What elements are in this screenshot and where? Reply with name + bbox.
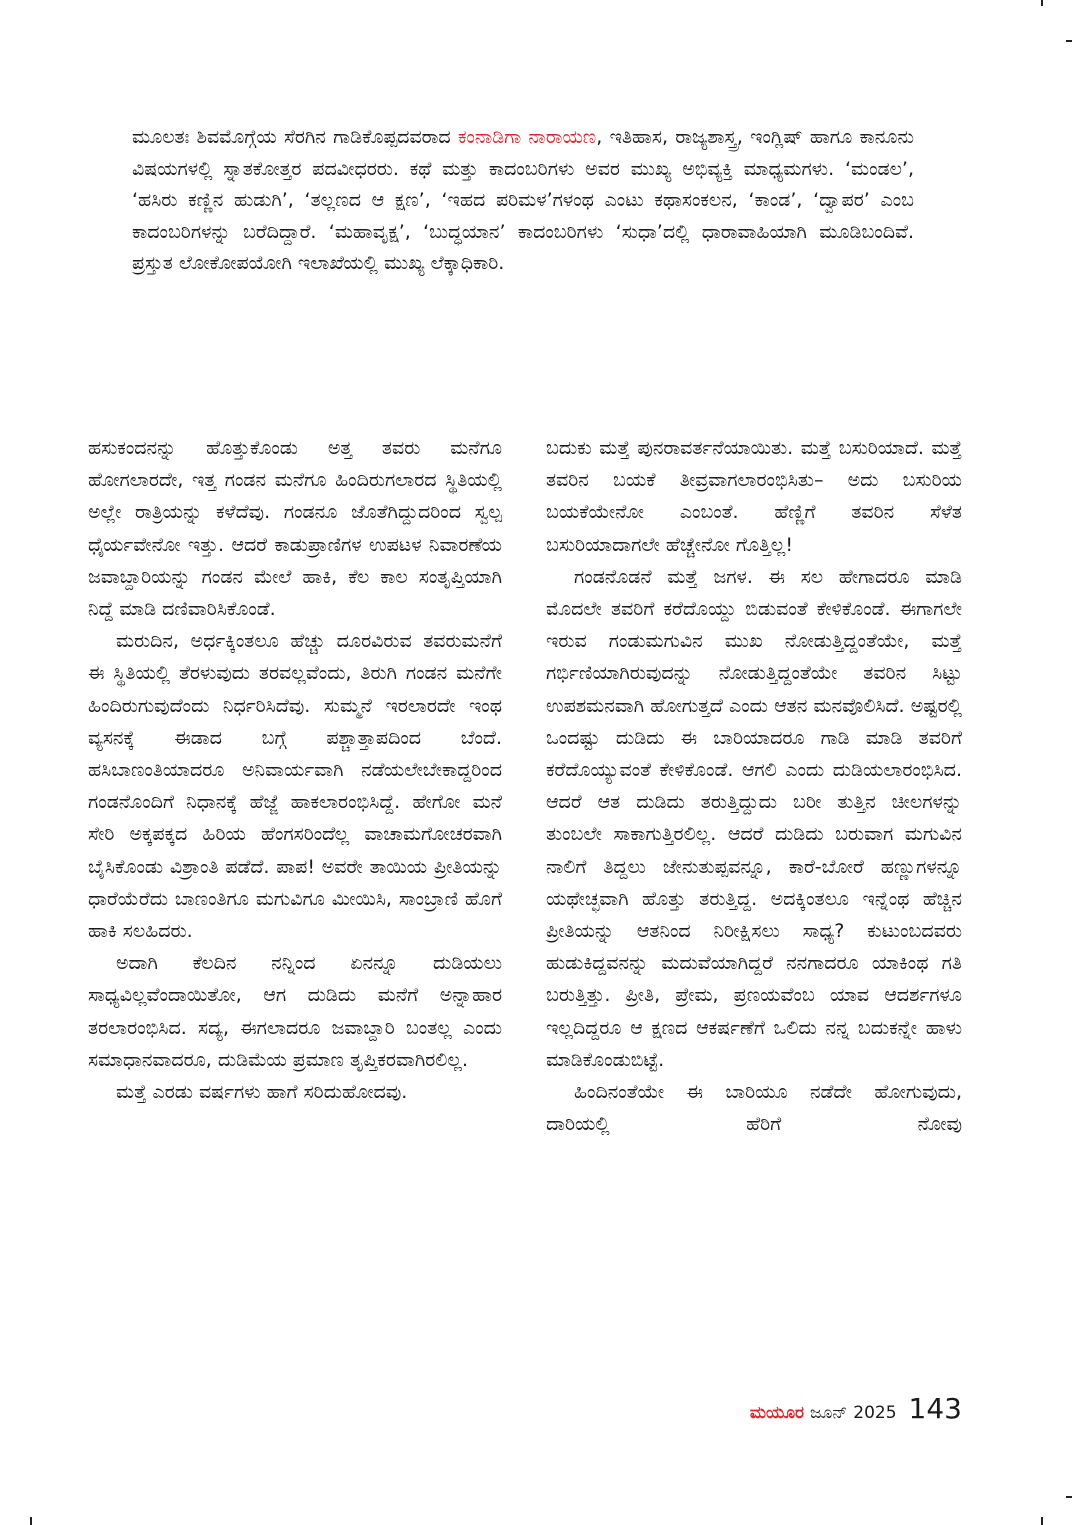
paragraph: ಮತ್ತೆ ಎರಡು ವರ್ಷಗಳು ಹಾಗೆ ಸರಿದುಹೋದವು. [116, 1081, 408, 1104]
issue-year: 2025 [853, 1403, 897, 1423]
right-column [546, 432, 962, 1140]
paragraph: ಹಸುಕಂದನನ್ನು ಹೊತ್ತುಕೊಂಡು ಅತ್ತ ತವರು ಮನೆಗೂ ಹೋಗಲಾರದೇ, ಇತ್ತ ಗಂಡನ ಮನೆಗೂ ಹಿಂದಿರುಗಲಾರದ ಸ್ಥಿತಿಯಲ್ಲಿ ಅಲ್ಲೇ ರಾತ್ರಿಯನ್ನು ಕಳೆದೆವು. ಗಂಡನೂ ಜೊತೆಗಿದ್ದುದರಿಂದ ಸ್ವಲ್ಪ ಧೈರ್ಯವೇನೋ ಇತ್ತು. ಆದರೆ ಕಾಡುಪ್ರಾಣಿಗಳ ಉಪಟಳ ನಿವಾರಣೆಯ ಜವಾಬ್ದಾರಿಯನ್ನು ಗಂಡನ ಮೇಲೆ ಹಾಕಿ, ಕೆಲ ಕಾಲ ಸಂತೃಪ್ತಿಯಾಗಿ ನಿದ್ದೆ ಮಾಡಿ ದಣಿವಾರಿಸಿಕೊಂಡೆ. [88, 437, 502, 621]
crop-mark-right-bottom [1066, 1496, 1072, 1498]
crop-mark-bottom-left [30, 1517, 32, 1525]
paragraph: ಹಿಂದಿನಂತೆಯೇ ಈ ಬಾರಿಯೂ ನಡೆದೇ ಹೋಗುವುದು, ದಾರಿಯಲ್ಲಿ ಹೆರಿಗೆ ನೋವು [546, 1081, 962, 1136]
paragraph: ಗಂಡನೊಡನೆ ಮತ್ತೆ ಜಗಳ. ಈ ಸಲ ಹೇಗಾದರೂ ಮಾಡಿ ಮೊದಲೇ ತವರಿಗೆ ಕರೆದೊಯ್ದು ಬಿಡುವಂತೆ ಕೇಳಿಕೊಂಡೆ. ಈಗಾಗಲೇ ಇರುವ ಗಂಡುಮಗುವಿನ ಮುಖ ನೋಡುತ್ತಿದ್ದಂತೆಯೇ, ಮತ್ತೆ ಗರ್ಭಿಣಿಯಾಗಿರುವುದನ್ನು ನೋಡುತ್ತಿದ್ದಂತೆಯೇ ತವರಿನ ಸಿಟ್ಟು ಉಪಶಮನವಾಗಿ ಹೋಗುತ್ತದೆ ಎಂದು ಆತನ ಮನವೊಲಿಸಿದೆ. ಅಷ್ಟರಲ್ಲಿ ಒಂದಷ್ಟು ದುಡಿದು ಈ ಬಾರಿಯಾದರೂ ಗಾಡಿ ಮಾಡಿ ತವರಿಗೆ ಕರೆದೊಯ್ಯುವಂತೆ ಕೇಳಿಕೊಂಡೆ. ಆಗಲಿ ಎಂದು ದುಡಿಯಲಾರಂಭಿಸಿದ. ಆದರೆ ಆತ ದುಡಿದು ತರುತ್ತಿದ್ದುದು ಬರೀ ತುತ್ತಿನ ಚೀಲಗಳನ್ನು ತುಂಬಲೇ ಸಾಕಾಗುತ್ತಿರಲಿಲ್ಲ. ಆದರೆ ದುಡಿದು ಬರುವಾಗ ಮಗುವಿನ ನಾಲಿಗೆ ತಿದ್ದಲು ಜೇನುತುಪ್ಪವನ್ನೂ, ಕಾರೆ-ಬೋರೆ ಹಣ್ಣುಗಳನ್ನೂ ಯಥೇಚ್ಛವಾಗಿ ಹೊತ್ತು ತರುತ್ತಿದ್ದ. ಅದಕ್ಕಿಂತಲೂ ಇನ್ನೆಂಥ ಹೆಚ್ಚಿನ ಪ್ರೀತಿಯನ್ನು ಆತನಿಂದ ನಿರೀಕ್ಷಿಸಲು ಸಾಧ್ಯ? ಕುಟುಂಬದವರು ಹುಡುಕಿದ್ದವನನ್ನು ಮದುವೆಯಾಗಿದ್ದರೆ ನನಗಾದರೂ ಯಾಕಿಂಥ ಗತಿ ಬರುತ್ತಿತ್ತು. ಪ್ರೀತಿ, ಪ್ರೇಮ, ಪ್ರಣಯವೆಂಬ ಯಾವ ಆದರ್ಶಗಳೂ ಇಲ್ಲದಿದ್ದರೂ ಆ ಕ್ಷಣದ ಆಕರ್ಷಣೆಗೆ ಒಲಿದು ನನ್ನ ಬದುಕನ್ನೇ ಹಾಳು ಮಾಡಿಕೊಂಡುಬಿಟ್ಟೆ. [546, 565, 962, 1071]
bio-text-before: ಮೂಲತಃ ಶಿವಮೊಗ್ಗೆಯ ಸೆರಗಿನ ಗಾಡಿಕೊಪ್ಪದವರಾದ [132, 126, 458, 148]
bio-text-after: , ಇತಿಹಾಸ, ರಾಜ್ಯಶಾಸ್ತ್ರ, ಇಂಗ್ಲಿಷ್ ಹಾಗೂ ಕಾನೂನು ವಿಷಯಗಳಲ್ಲಿ ಸ್ನಾತಕೋತ್ತರ ಪದವೀಧರರು. ಕಥೆ ಮತ್ತು ಕಾದಂಬರಿಗಳು ಅವರ ಮುಖ್ಯ ಅಭಿವ್ಯಕ್ತಿ ಮಾಧ್ಯಮಗಳು. ‘ಮಂಡಲ’, ‘ಹಸಿರು ಕಣ್ಣಿನ ಹುಡುಗಿ’, ‘ತಲ್ಲಣದ ಆ ಕ್ಷಣ’, ‘ಇಹದ ಪರಿಮಳ’ಗಳಂಥ ಎಂಟು ಕಥಾಸಂಕಲನ, ‘ಕಾಂಡ’, ‘ದ್ವಾಪರ’ ಎಂಬ ಕಾದಂಬರಿಗಳನ್ನು ಬರೆದಿದ್ದಾರೆ. ‘ಮಹಾವೃಕ್ಷ’, ‘ಬುದ್ಧಯಾನ’ ಕಾದಂಬರಿಗಳು ‘ಸುಧಾ’ದಲ್ಲಿ ಧಾರಾವಾಹಿಯಾಗಿ ಮೂಡಿಬಂದಿವೆ. ಪ್ರಸ್ತುತ ಲೋಕೋಪಯೋಗಿ ಇಲಾಖೆಯಲ್ಲಿ ಮುಖ್ಯ ಲೆಕ್ಕಾಧಿಕಾರಿ. [132, 126, 915, 275]
left-column [88, 432, 502, 1108]
crop-mark-right-top [1066, 40, 1072, 42]
magazine-name: ಮಯೂರ [749, 1403, 805, 1423]
issue-month: ಜೂನ್ [810, 1403, 848, 1423]
author-bio [132, 122, 914, 280]
paragraph: ಅದಾಗಿ ಕೆಲದಿನ ನನ್ನಿಂದ ಏನನ್ನೂ ದುಡಿಯಲು ಸಾಧ್ಯವಿಲ್ಲವೆಂದಾಯಿತೋ, ಆಗ ದುಡಿದು ಮನೆಗೆ ಅನ್ನಾಹಾರ ತರಲಾರಂಭಿಸಿದ. ಸದ್ಯ, ಈಗಲಾದರೂ ಜವಾಬ್ದಾರಿ ಬಂತಲ್ಲ ಎಂದು ಸಮಾಧಾನವಾದರೂ, ದುಡಿಮೆಯ ಪ್ರಮಾಣ ತೃಪ್ತಿಕರವಾಗಿರಲಿಲ್ಲ. [88, 952, 502, 1071]
page-number: 143 [908, 1392, 962, 1425]
author-name: ಕಂನಾಡಿಗಾ ನಾರಾಯಣ [457, 126, 597, 148]
crop-mark-top [1041, 0, 1043, 6]
page-footer [720, 1392, 962, 1426]
paragraph: ಬದುಕು ಮತ್ತೆ ಪುನರಾವರ್ತನೆಯಾಯಿತು. ಮತ್ತೆ ಬಸುರಿಯಾದೆ. ಮತ್ತೆ ತವರಿನ ಬಯಕೆ ತೀವ್ರವಾಗಲಾರಂಭಿಸಿತು– ಅದು ಬಸುರಿಯ ಬಯಕೆಯೇನೋ ಎಂಬಂತೆ. ಹೆಣ್ಣಿಗೆ ತವರಿನ ಸೆಳೆತ ಬಸುರಿಯಾದಾಗಲೇ ಹೆಚ್ಚೇನೋ ಗೊತ್ತಿಲ್ಲ! [546, 437, 962, 556]
paragraph: ಮರುದಿನ, ಅರ್ಧಕ್ಕಿಂತಲೂ ಹೆಚ್ಚು ದೂರವಿರುವ ತವರುಮನೆಗೆ ಈ ಸ್ಥಿತಿಯಲ್ಲಿ ತೆರಳುವುದು ತರವಲ್ಲವೆಂದು, ತಿರುಗಿ ಗಂಡನ ಮನೆಗೇ ಹಿಂದಿರುಗುವುದೆಂದು ನಿರ್ಧರಿಸಿದೆವು. ಸುಮ್ಮನೆ ಇರಲಾರದೇ ಇಂಥ ವ್ಯಸನಕ್ಕೆ ಈಡಾದ ಬಗ್ಗೆ ಪಶ್ಚಾತ್ತಾಪದಿಂದ ಬೆಂದೆ. ಹಸಿಬಾಣಂತಿಯಾದರೂ ಅನಿವಾರ್ಯವಾಗಿ ನಡೆಯಲೇಬೇಕಾದ್ದರಿಂದ ಗಂಡನೊಂದಿಗೆ ನಿಧಾನಕ್ಕೆ ಹೆಜ್ಜೆ ಹಾಕಲಾರಂಭಿಸಿದ್ದೆ. ಹೇಗೋ ಮನೆ ಸೇರಿ ಅಕ್ಕಪಕ್ಕದ ಹಿರಿಯ ಹೆಂಗಸರಿಂದೆಲ್ಲ ವಾಚಾಮಗೋಚರವಾಗಿ ಬೈಸಿಕೊಂಡು ವಿಶ್ರಾಂತಿ ಪಡೆದೆ. ಪಾಪ! ಅವರೇ ತಾಯಿಯ ಪ್ರೀತಿಯನ್ನು ಧಾರೆಯೆರೆದು ಬಾಣಂತಿಗೂ ಮಗುವಿಗೂ ಮೀಯಿಸಿ, ಸಾಂಬ್ರಾಣಿ ಹೊಗೆ ಹಾಕಿ ಸಲಹಿದರು. [88, 630, 502, 943]
crop-mark-bottom-right [1041, 1517, 1043, 1525]
